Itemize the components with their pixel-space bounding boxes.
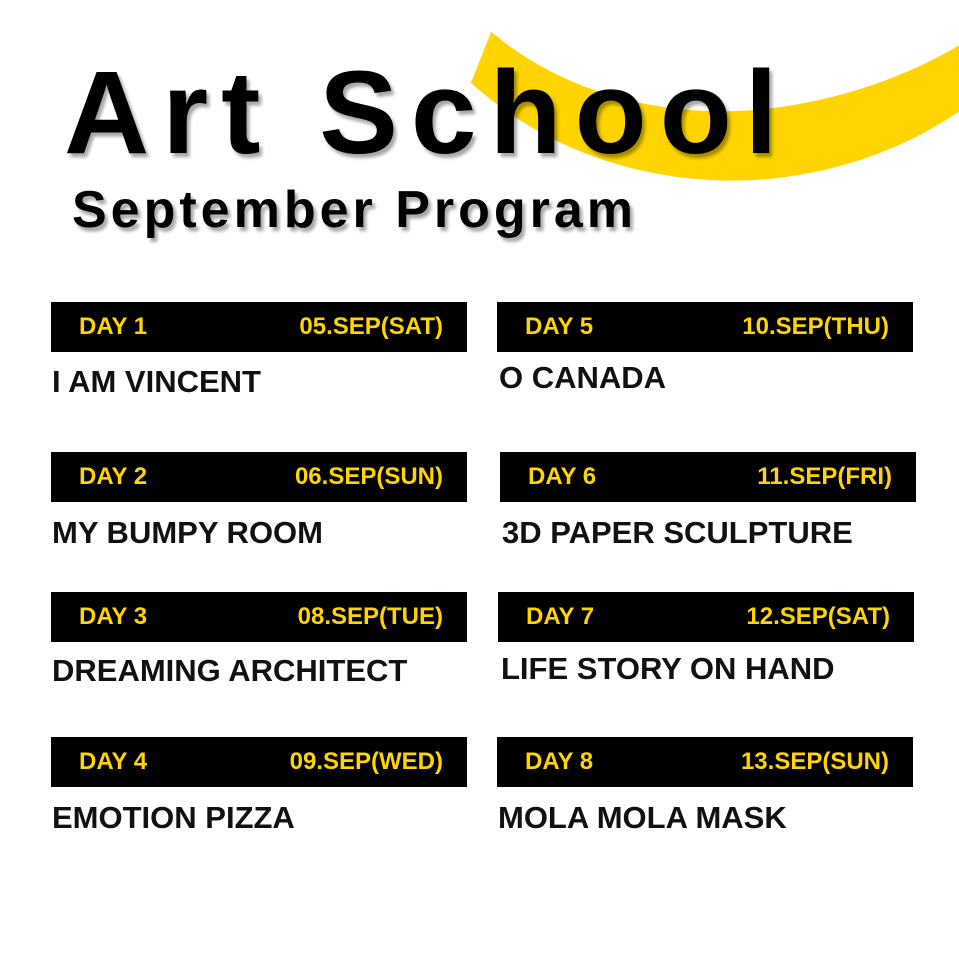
day-4-header xyxy=(51,737,467,787)
day-6-header xyxy=(500,452,916,502)
day-8-label: DAY 8 xyxy=(525,748,594,775)
day-7-label: DAY 7 xyxy=(526,603,595,630)
day-4-label: DAY 4 xyxy=(79,748,148,775)
day-3-date: 08.SEP(TUE) xyxy=(297,603,443,630)
day-3-label: DAY 3 xyxy=(79,603,148,630)
day-2-date: 06.SEP(SUN) xyxy=(294,463,443,490)
day-1-label: DAY 1 xyxy=(79,313,148,340)
day-5-header xyxy=(497,302,913,352)
day-1-header xyxy=(51,302,467,352)
day-5-date: 10.SEP(THU) xyxy=(742,313,889,340)
day-6-label: DAY 6 xyxy=(528,463,597,490)
day-6-date: 11.SEP(FRI) xyxy=(757,463,892,490)
day-8-date: 13.SEP(SUN) xyxy=(740,748,889,775)
day-1-date: 05.SEP(SAT) xyxy=(299,313,443,340)
day-3-activity: DREAMING ARCHITECT xyxy=(52,653,408,688)
day-6-activity: 3D PAPER SCULPTURE xyxy=(502,515,853,550)
day-8-activity: MOLA MOLA MASK xyxy=(498,800,787,835)
day-2-activity: MY BUMPY ROOM xyxy=(52,515,323,550)
day-2-label: DAY 2 xyxy=(79,463,148,490)
day-4-date: 09.SEP(WED) xyxy=(289,748,443,775)
day-5-label: DAY 5 xyxy=(525,313,594,340)
day-7-date: 12.SEP(SAT) xyxy=(746,603,890,630)
page-title: Art School xyxy=(64,47,791,179)
day-8-header xyxy=(497,737,913,787)
page-subtitle: September Program xyxy=(72,181,638,239)
day-5-activity: O CANADA xyxy=(499,360,667,395)
day-7-header xyxy=(498,592,914,642)
day-1-activity: I AM VINCENT xyxy=(52,364,261,399)
day-7-activity: LIFE STORY ON HAND xyxy=(501,651,835,686)
day-3-header xyxy=(51,592,467,642)
day-2-header xyxy=(51,452,467,502)
day-4-activity: EMOTION PIZZA xyxy=(52,800,295,835)
